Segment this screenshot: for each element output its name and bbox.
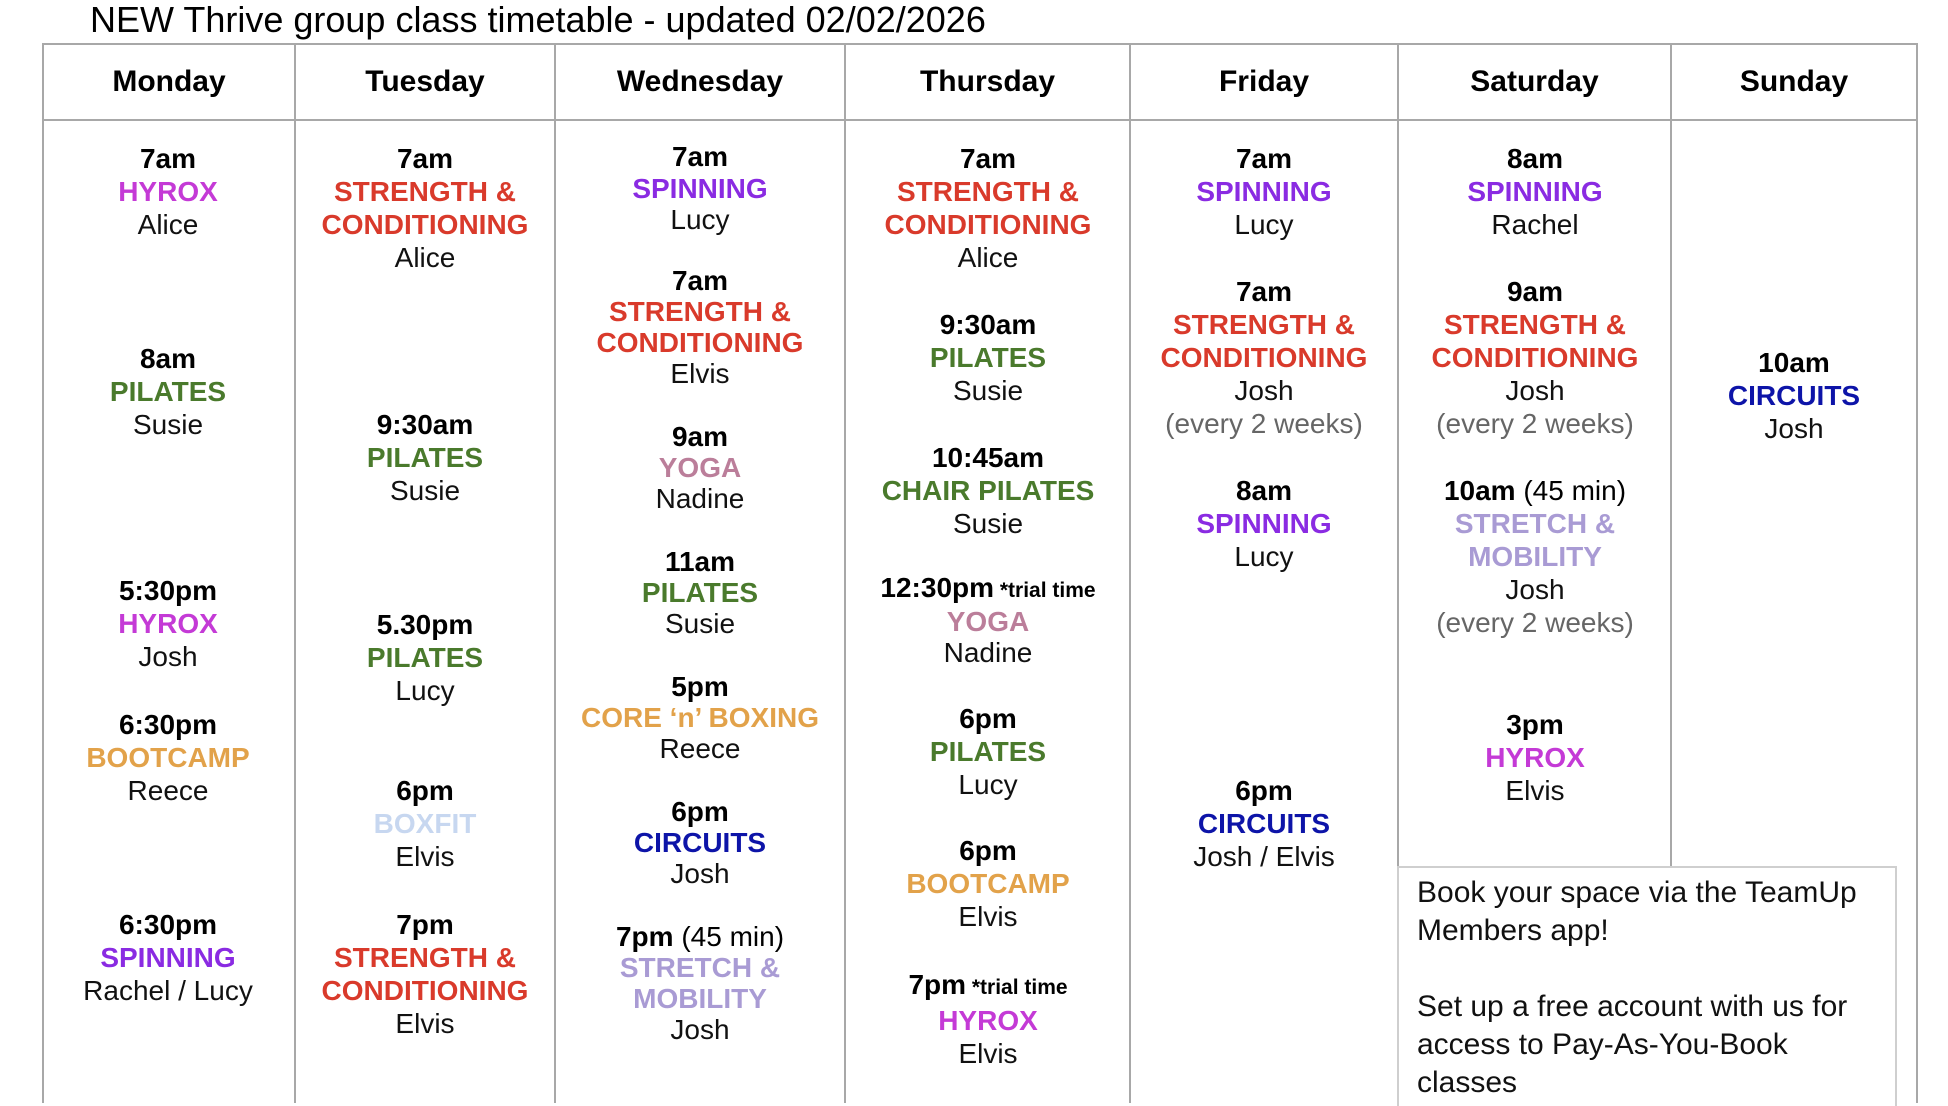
class-instructor: Reece	[659, 733, 741, 764]
class-name: PILATES	[109, 376, 227, 407]
class-time: 5.30pm	[376, 609, 474, 640]
class-name: MOBILITY	[1468, 541, 1602, 572]
class-entry	[1436, 474, 1634, 639]
class-time: 6pm	[671, 796, 729, 827]
class-name: STRENGTH &	[608, 296, 791, 327]
class-entry	[632, 140, 767, 235]
day-header-saturday: Saturday	[1470, 64, 1599, 98]
class-time: 6pm	[396, 775, 454, 806]
trial-time-note: *trial time	[966, 976, 1068, 999]
class-instructor: Elvis	[1505, 775, 1565, 806]
class-time: 10:45am	[931, 442, 1045, 473]
note-line: Set up a free account with us for	[1417, 990, 1848, 1023]
day-header-wednesday: Wednesday	[616, 64, 784, 98]
class-name: HYROX	[118, 608, 218, 639]
class-entry	[930, 702, 1046, 801]
class-entry	[1485, 708, 1585, 807]
class-name: SPINNING	[100, 942, 236, 973]
class-entry	[1728, 346, 1860, 445]
class-entry	[1196, 142, 1331, 241]
booking-note	[1397, 866, 1897, 1106]
class-name: STRENGTH &	[896, 176, 1079, 207]
day-header-sunday: Sunday	[1739, 64, 1849, 98]
class-entry	[1196, 474, 1331, 573]
class-entry	[656, 421, 745, 514]
class-entry	[374, 774, 477, 873]
class-name: PILATES	[929, 736, 1047, 767]
class-instructor: Elvis	[958, 1038, 1018, 1069]
class-instructor: Nadine	[655, 483, 745, 514]
class-time: 6pm	[959, 703, 1017, 734]
class-entry	[1467, 142, 1602, 241]
class-name: SPINNING	[1196, 176, 1332, 207]
class-time: 9am	[671, 421, 729, 452]
class-entry	[597, 265, 804, 389]
day-header-thursday: Thursday	[919, 64, 1056, 98]
class-instructor: Josh	[1234, 375, 1294, 406]
note-line: classes	[1417, 1066, 1518, 1099]
class-entry	[367, 408, 483, 507]
class-time: 5:30pm	[118, 575, 218, 606]
class-name: CONDITIONING	[1431, 342, 1639, 373]
class-entry	[118, 142, 218, 241]
class-name: HYROX	[938, 1005, 1038, 1036]
class-time	[616, 921, 784, 952]
class-name: PILATES	[366, 442, 484, 473]
class-name: BOOTCAMP	[86, 742, 250, 773]
class-name: YOGA	[658, 452, 742, 483]
note-line: Book your space via the TeamUp	[1417, 876, 1857, 909]
class-instructor: Lucy	[395, 675, 455, 706]
class-instructor: Elvis	[395, 841, 455, 872]
class-instructor: Elvis	[958, 901, 1018, 932]
class-entry	[642, 546, 758, 639]
frequency-note: (every 2 weeks)	[1436, 607, 1634, 638]
class-time: 7am	[1235, 143, 1293, 174]
class-name: SPINNING	[1467, 176, 1603, 207]
class-entry	[1161, 275, 1368, 440]
class-name: STRETCH &	[1454, 508, 1616, 539]
day-header-tuesday: Tuesday	[365, 64, 485, 98]
class-instructor: Nadine	[943, 637, 1033, 668]
class-instructor: Susie	[664, 608, 736, 639]
class-name: BOOTCAMP	[906, 868, 1070, 899]
class-time-value: 12:30pm	[880, 572, 995, 603]
class-name: PILATES	[929, 342, 1047, 373]
class-name: CONDITIONING	[321, 209, 529, 240]
class-entry	[581, 671, 819, 764]
class-time: 9am	[1506, 276, 1564, 307]
class-time	[908, 968, 1067, 1004]
class-instructor: Susie	[132, 409, 204, 440]
class-time-value: 7pm	[615, 921, 674, 952]
class-name: HYROX	[1485, 742, 1585, 773]
class-time: 9:30am	[939, 309, 1037, 340]
class-time: 6pm	[959, 835, 1017, 866]
class-time: 7am	[671, 141, 729, 172]
class-time: 9:30am	[376, 409, 474, 440]
class-name: YOGA	[946, 606, 1030, 637]
class-name: SPINNING	[1196, 508, 1332, 539]
class-time	[1436, 474, 1634, 507]
class-entry	[882, 441, 1095, 540]
class-time: 7pm	[396, 909, 454, 940]
class-name: SPINNING	[632, 173, 768, 204]
class-name: STRENGTH &	[333, 942, 516, 973]
class-name: BOXFIT	[373, 808, 477, 839]
class-entry	[880, 572, 1095, 668]
class-name: PILATES	[641, 577, 759, 608]
class-time: 7am	[139, 143, 197, 174]
class-entry	[906, 834, 1069, 933]
class-name: STRENGTH &	[333, 176, 516, 207]
class-time: 8am	[1235, 475, 1293, 506]
column-divider	[1129, 43, 1131, 1103]
class-instructor: Josh / Elvis	[1193, 841, 1335, 872]
class-instructor: Susie	[952, 375, 1024, 406]
class-instructor: Susie	[952, 508, 1024, 539]
class-time: 7am	[959, 143, 1017, 174]
column-divider	[1670, 43, 1672, 868]
class-name: CIRCUITS	[633, 827, 767, 858]
class-time: 6:30pm	[118, 909, 218, 940]
class-entry	[616, 921, 784, 1045]
class-duration: (45 min)	[673, 921, 785, 952]
frequency-note: (every 2 weeks)	[1165, 408, 1363, 439]
note-line: access to Pay-As-You-Book	[1417, 1028, 1788, 1061]
class-instructor: Rachel	[1491, 209, 1579, 240]
class-name: PILATES	[366, 642, 484, 673]
class-name: STRENGTH &	[1172, 309, 1355, 340]
class-entry	[930, 308, 1046, 407]
class-entry	[908, 968, 1067, 1070]
note-line: Members app!	[1417, 914, 1609, 947]
class-instructor: Alice	[137, 209, 199, 240]
class-instructor: Susie	[389, 475, 461, 506]
class-time: 7am	[1235, 276, 1293, 307]
class-entry	[110, 342, 226, 441]
class-instructor: Rachel / Lucy	[83, 975, 253, 1006]
column-divider	[554, 43, 556, 1103]
class-time: 8am	[1506, 143, 1564, 174]
class-entry	[1432, 275, 1639, 440]
class-instructor: Josh	[138, 641, 198, 672]
class-time: 10am	[1758, 347, 1830, 378]
class-time	[880, 572, 1095, 606]
class-entry	[1193, 774, 1335, 873]
day-header-friday: Friday	[1218, 64, 1310, 98]
class-instructor: Alice	[394, 242, 456, 273]
class-time: 6:30pm	[118, 709, 218, 740]
class-name: CIRCUITS	[1197, 808, 1331, 839]
class-entry	[634, 796, 766, 889]
class-instructor: Lucy	[1234, 541, 1294, 572]
class-instructor: Reece	[127, 775, 209, 806]
class-time: 6pm	[1235, 775, 1293, 806]
class-instructor: Alice	[957, 242, 1019, 273]
class-time-value: 7pm	[908, 969, 967, 1000]
class-time-value: 10am	[1443, 475, 1516, 506]
class-entry	[885, 142, 1092, 274]
class-instructor: Lucy	[958, 769, 1018, 800]
class-duration: (45 min)	[1515, 475, 1627, 506]
class-name: CONDITIONING	[884, 209, 1092, 240]
class-name: CIRCUITS	[1727, 380, 1861, 411]
class-instructor: Josh	[1505, 375, 1565, 406]
class-entry	[118, 574, 218, 673]
class-instructor: Lucy	[1234, 209, 1294, 240]
page-title: NEW Thrive group class timetable - updated 02/02/2026	[90, 0, 986, 40]
class-entry	[86, 708, 249, 807]
class-name: STRENGTH &	[1443, 309, 1626, 340]
class-time: 8am	[139, 343, 197, 374]
class-instructor: Josh	[670, 1014, 730, 1045]
class-entry	[322, 908, 529, 1040]
class-entry	[322, 142, 529, 274]
class-instructor: Josh	[1764, 413, 1824, 444]
class-instructor: Josh	[670, 858, 730, 889]
class-name: HYROX	[118, 176, 218, 207]
class-name: STRETCH &	[619, 952, 781, 983]
frequency-note: (every 2 weeks)	[1436, 408, 1634, 439]
day-header-monday: Monday	[112, 64, 226, 98]
trial-time-note: *trial time	[994, 579, 1096, 602]
class-name: MOBILITY	[633, 983, 767, 1014]
class-name: CHAIR PILATES	[881, 475, 1095, 506]
class-instructor: Lucy	[670, 204, 730, 235]
class-name: CONDITIONING	[596, 327, 804, 358]
column-divider	[844, 43, 846, 1103]
class-time: 3pm	[1506, 709, 1564, 740]
class-time: 7am	[396, 143, 454, 174]
class-entry	[83, 908, 253, 1007]
class-entry	[367, 608, 483, 707]
class-name: CORE ‘n’ BOXING	[580, 702, 820, 733]
class-name: CONDITIONING	[1160, 342, 1368, 373]
class-name: CONDITIONING	[321, 975, 529, 1006]
column-divider	[294, 43, 296, 1103]
header-divider	[42, 119, 1918, 121]
class-instructor: Elvis	[395, 1008, 455, 1039]
class-instructor: Elvis	[670, 358, 730, 389]
class-time: 5pm	[671, 671, 729, 702]
class-instructor: Josh	[1505, 574, 1565, 605]
class-time: 11am	[664, 546, 736, 577]
class-time: 7am	[671, 265, 729, 296]
